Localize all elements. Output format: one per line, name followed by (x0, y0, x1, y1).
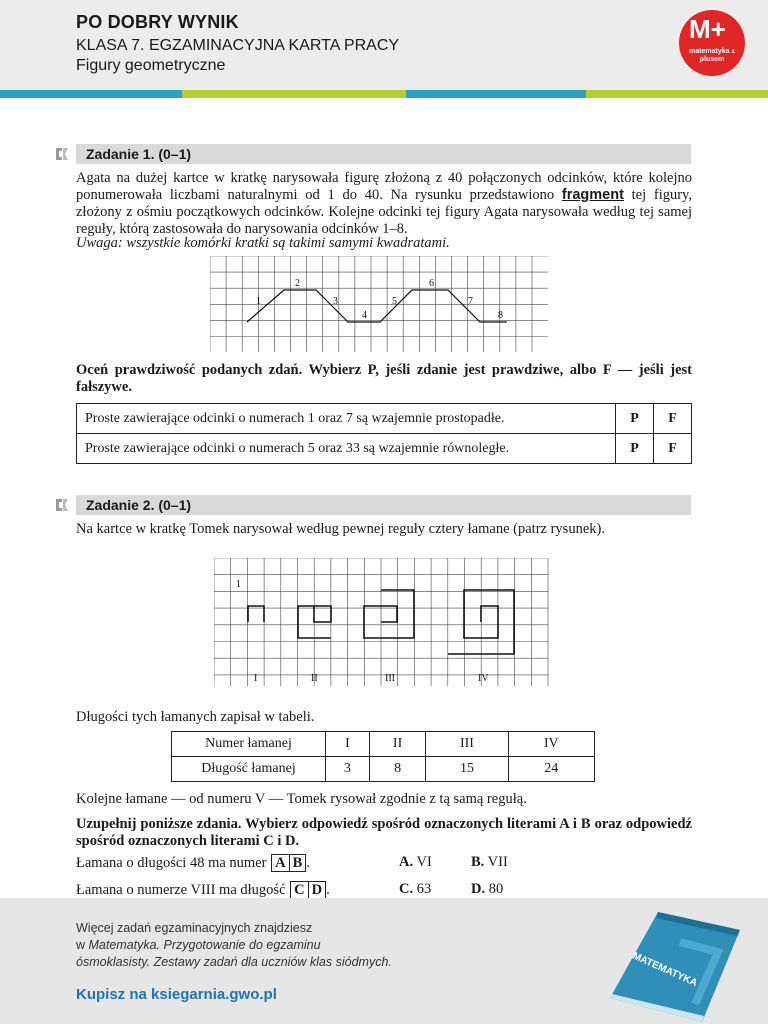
logo-text: matematyka z plusem (689, 48, 735, 63)
page-header (0, 0, 768, 90)
option-letter: B. (471, 854, 485, 870)
table-header-cell: Numer łamanej (172, 732, 326, 757)
table-cell: 15 (426, 757, 508, 782)
scale-label: 1 (236, 579, 241, 590)
header-stripe (182, 90, 406, 98)
task2-instruction: Uzupełnij poniższe zdania. Wybierz odpowiedź spośród oznaczonych literami A i B oraz odpowiedź spośród oznaczonych literami C i D. (76, 816, 692, 849)
true-false-table (76, 403, 692, 464)
segment-label: 5 (392, 296, 397, 307)
task2-intro: Na kartce w kratkę Tomek narysował według pewnej reguły cztery łamane (patrz rysunek). (76, 521, 605, 537)
sentence-1 (76, 854, 310, 872)
sentence-1-text: Łamana o długości 48 ma numer (76, 855, 267, 871)
topic-title: Figury geometryczne (76, 57, 226, 74)
table-row (77, 404, 692, 434)
segment-label: 4 (362, 310, 367, 321)
answer-box-c[interactable]: C (290, 881, 308, 899)
cke-icon (52, 144, 72, 164)
task2-continue: Kolejne łamane — od numeru V — Tomek rysował zgodnie z tą samą regułą. (76, 791, 527, 807)
statement-text: Proste zawierające odcinki o numerach 5 oraz 33 są wzajemnie równoległe. (77, 434, 616, 464)
footer-line: ósmoklasisty. Zestawy zadań dla uczniów klas siódmych. (76, 955, 392, 969)
brand-logo (679, 10, 745, 76)
option-value: VII (487, 854, 508, 870)
page-footer (0, 898, 768, 1024)
answer-p-option[interactable]: P (616, 434, 654, 464)
class-title: KLASA 7. EGZAMINACYJNA KARTA PRACY (76, 37, 400, 54)
footer-line-prefix: w (76, 938, 89, 952)
footer-text (76, 920, 392, 971)
option-letter: A. (399, 854, 414, 870)
answer-f-option[interactable]: F (654, 434, 692, 464)
task1-fragment-word: fragment (561, 187, 624, 203)
table-cell: I (326, 732, 370, 757)
header-stripe (406, 90, 586, 98)
answer-f-option[interactable]: F (654, 404, 692, 434)
footer-line (76, 937, 392, 954)
book-cover-icon (610, 912, 740, 1022)
header-stripe (0, 90, 182, 98)
task1-text-b: tej figury, złożony z ośmiu początkowych odcinków. Kolejne odcinki tej figury Agata narysowała według tej samej reguły, którą zastosowała do narysowania odcinków 1–8. (76, 187, 692, 237)
option-value: 80 (488, 881, 504, 897)
option-letter: C. (399, 881, 414, 897)
segment-label: 7 (468, 296, 473, 307)
segment-label: 2 (295, 278, 300, 289)
book-title: MATEMATYKA (630, 950, 699, 990)
task1-text-a: Agata na dużej kartce w kratkę narysowała figurę złożoną z 40 połączonych odcinków, które kolejno ponumerowała liczbami naturalnymi od 1 do 40. Na rysunku przedstawiono (76, 170, 692, 203)
length-table (171, 731, 595, 782)
table-header-cell: Długość łamanej (172, 757, 326, 782)
answer-box-b[interactable]: B (289, 854, 307, 872)
polyline-I (248, 606, 264, 622)
task1-grid-figure (210, 256, 550, 354)
footer-book-title: Matematyka. Przygotowanie do egzaminu (88, 938, 321, 952)
task1-instruction: Oceń prawdziwość podanych zdań. Wybierz P, jeśli zdanie jest prawdziwe, albo F — jeśli jest fałszywe. (76, 362, 692, 395)
table-cell: II (369, 732, 426, 757)
table-row (172, 757, 595, 782)
shop-link[interactable]: Kupisz na ksiegarnia.gwo.pl (76, 986, 277, 1003)
polyline-II (298, 606, 331, 638)
table-row (77, 434, 692, 464)
figure-label: I (254, 673, 258, 684)
segment-label: 1 (256, 296, 261, 307)
table-cell: IV (508, 732, 594, 757)
sentence-end: . (306, 855, 310, 871)
answer-box-a[interactable]: A (271, 854, 289, 872)
option-a (399, 854, 432, 871)
segment-label: 8 (498, 310, 503, 321)
task1-note: Uwaga: wszystkie komórki kratki są takimi samymi kwadratami. (76, 235, 450, 251)
option-c (399, 881, 431, 898)
series-title: PO DOBRY WYNIK (76, 12, 239, 32)
table-cell: III (426, 732, 508, 757)
table-cell: 24 (508, 757, 594, 782)
segment-label: 6 (429, 278, 434, 289)
logo-mark: M+ (689, 14, 726, 44)
task1-text (76, 170, 692, 238)
sentence-end: . (326, 882, 330, 898)
cke-icon (52, 495, 72, 515)
footer-line: Więcej zadań egzaminacyjnych znajdziesz (76, 921, 313, 935)
table-cell: 3 (326, 757, 370, 782)
task2-header: Zadanie 2. (0–1) (76, 495, 691, 515)
task2-grid-figure (214, 558, 550, 688)
figure-label: III (385, 673, 395, 684)
table-cell: 8 (369, 757, 426, 782)
task1-header: Zadanie 1. (0–1) (76, 144, 691, 164)
task2-table-intro: Długości tych łamanych zapisał w tabeli. (76, 709, 315, 725)
statement-text: Proste zawierające odcinki o numerach 1 oraz 7 są wzajemnie prostopadłe. (77, 404, 616, 434)
segment-label: 3 (333, 296, 338, 307)
figure-label: IV (478, 673, 489, 684)
answer-p-option[interactable]: P (616, 404, 654, 434)
polyline-III (364, 590, 414, 638)
sentence-2 (76, 881, 330, 899)
sentence-2-text: Łamana o numerze VIII ma długość (76, 882, 286, 898)
answer-box-d[interactable]: D (308, 881, 326, 899)
option-value: 63 (416, 881, 432, 897)
table-row (172, 732, 595, 757)
option-letter: D. (471, 881, 486, 897)
option-d (471, 881, 503, 898)
figure-label: II (311, 673, 318, 684)
header-stripe (586, 90, 768, 98)
option-b (471, 854, 508, 871)
option-value: VI (416, 854, 432, 870)
